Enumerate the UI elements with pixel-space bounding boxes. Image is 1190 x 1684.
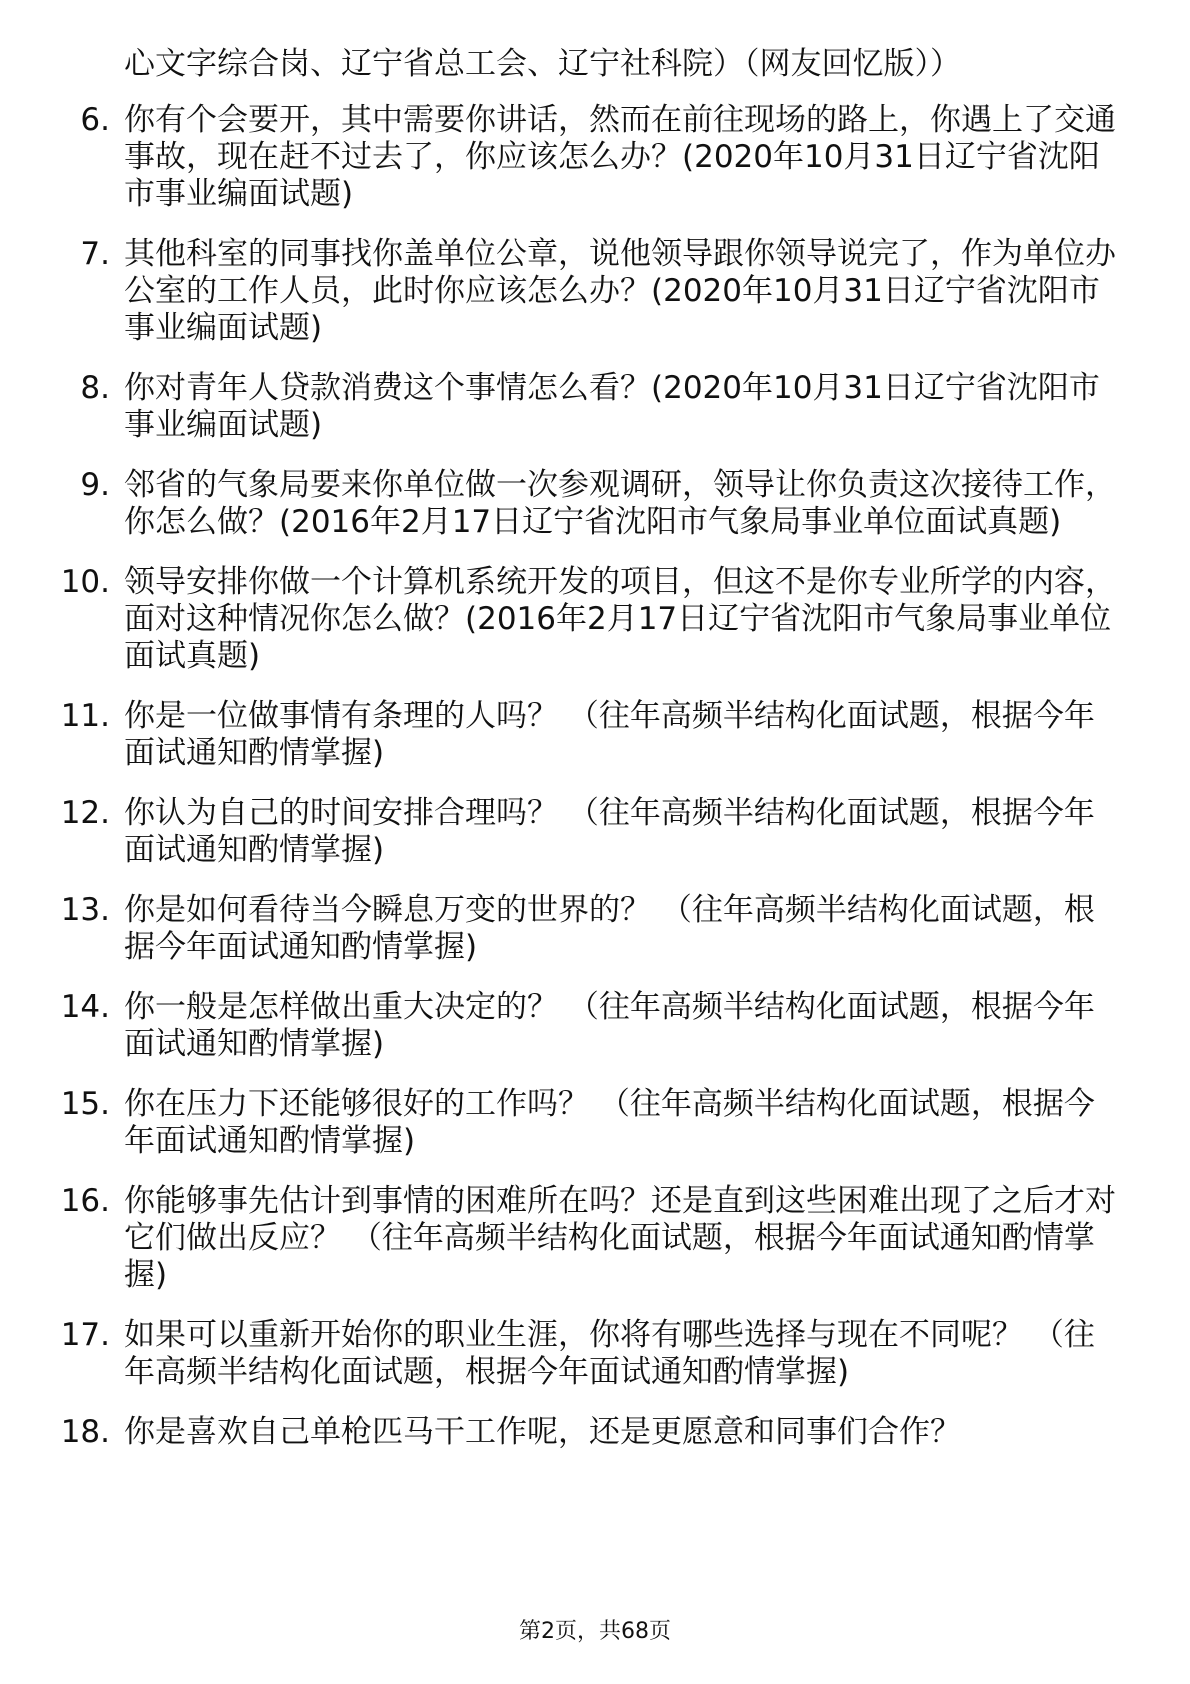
question-item: [60, 795, 1120, 869]
question-item: [60, 1414, 1120, 1451]
question-number: 17.: [60, 1317, 110, 1353]
question-text: 你能够事先估计到事情的困难所在吗？还是直到这些困难出现了之后才对它们做出反应？ （往年高频半结构化面试题，根据今年面试通知酌情掌握): [124, 1183, 1116, 1293]
question-item: [60, 1086, 1120, 1160]
question-text: 你对青年人贷款消费这个事情怎么看？(2020年10月31日辽宁省沈阳市事业编面试题): [124, 370, 1100, 443]
question-text: 你是如何看待当今瞬息万变的世界的？ （往年高频半结构化面试题，根据今年面试通知酌情掌握): [124, 892, 1095, 965]
continuation-text: 心文字综合岗、辽宁省总工会、辽宁社科院）（网友回忆版））: [124, 46, 961, 82]
question-number: 12.: [60, 795, 110, 831]
question-text: 你是一位做事情有条理的人吗？ （往年高频半结构化面试题，根据今年面试通知酌情掌握): [124, 698, 1095, 771]
document-body: [60, 44, 1120, 1474]
question-number: 11.: [60, 698, 110, 734]
question-item: [60, 370, 1120, 444]
question-text: 领导安排你做一个计算机系统开发的项目，但这不是你专业所学的内容，面对这种情况你怎么做？(2016年2月17日辽宁省沈阳市气象局事业单位面试真题): [124, 564, 1116, 674]
question-text: 你是喜欢自己单枪匹马干工作呢，还是更愿意和同事们合作？: [124, 1414, 961, 1450]
question-number: 13.: [60, 892, 110, 928]
question-number: 8.: [80, 370, 110, 406]
question-item: [60, 467, 1120, 541]
question-text: 其他科室的同事找你盖单位公章，说他领导跟你领导说完了，作为单位办公室的工作人员，此时你应该怎么办？(2020年10月31日辽宁省沈阳市事业编面试题): [124, 236, 1116, 346]
question-number: 16.: [60, 1183, 110, 1219]
question-number: 9.: [80, 467, 110, 503]
question-text: 你有个会要开，其中需要你讲话，然而在前往现场的路上，你遇上了交通事故，现在赶不过去了，你应该怎么办？(2020年10月31日辽宁省沈阳市事业编面试题): [124, 102, 1116, 212]
question-item: [60, 102, 1120, 213]
question-text: 如果可以重新开始你的职业生涯，你将有哪些选择与现在不同呢？ （往年高频半结构化面试题，根据今年面试通知酌情掌握): [124, 1317, 1095, 1390]
question-list: [60, 102, 1120, 1451]
question-number: 10.: [60, 564, 110, 600]
question-text: 你认为自己的时间安排合理吗？ （往年高频半结构化面试题，根据今年面试通知酌情掌握): [124, 795, 1095, 868]
question-text: 你一般是怎样做出重大决定的？ （往年高频半结构化面试题，根据今年面试通知酌情掌握): [124, 989, 1095, 1062]
question-item: [60, 892, 1120, 966]
question-item: [60, 236, 1120, 347]
question-item: [60, 1317, 1120, 1391]
question-number: 18.: [60, 1414, 110, 1450]
question-item: [60, 698, 1120, 772]
question-item: [60, 989, 1120, 1063]
question-number: 14.: [60, 989, 110, 1025]
question-number: 6.: [80, 102, 110, 138]
question-item: [60, 1183, 1120, 1294]
question-text: 邻省的气象局要来你单位做一次参观调研，领导让你负责这次接待工作，你怎么做？(2016年2月17日辽宁省沈阳市气象局事业单位面试真题): [124, 467, 1116, 540]
question-text: 你在压力下还能够很好的工作吗？ （往年高频半结构化面试题，根据今年面试通知酌情掌握): [124, 1086, 1095, 1159]
question-number: 7.: [80, 236, 110, 272]
question-item: [60, 564, 1120, 675]
page-footer: 第2页，共68页: [519, 1619, 671, 1644]
question-number: 15.: [60, 1086, 110, 1122]
